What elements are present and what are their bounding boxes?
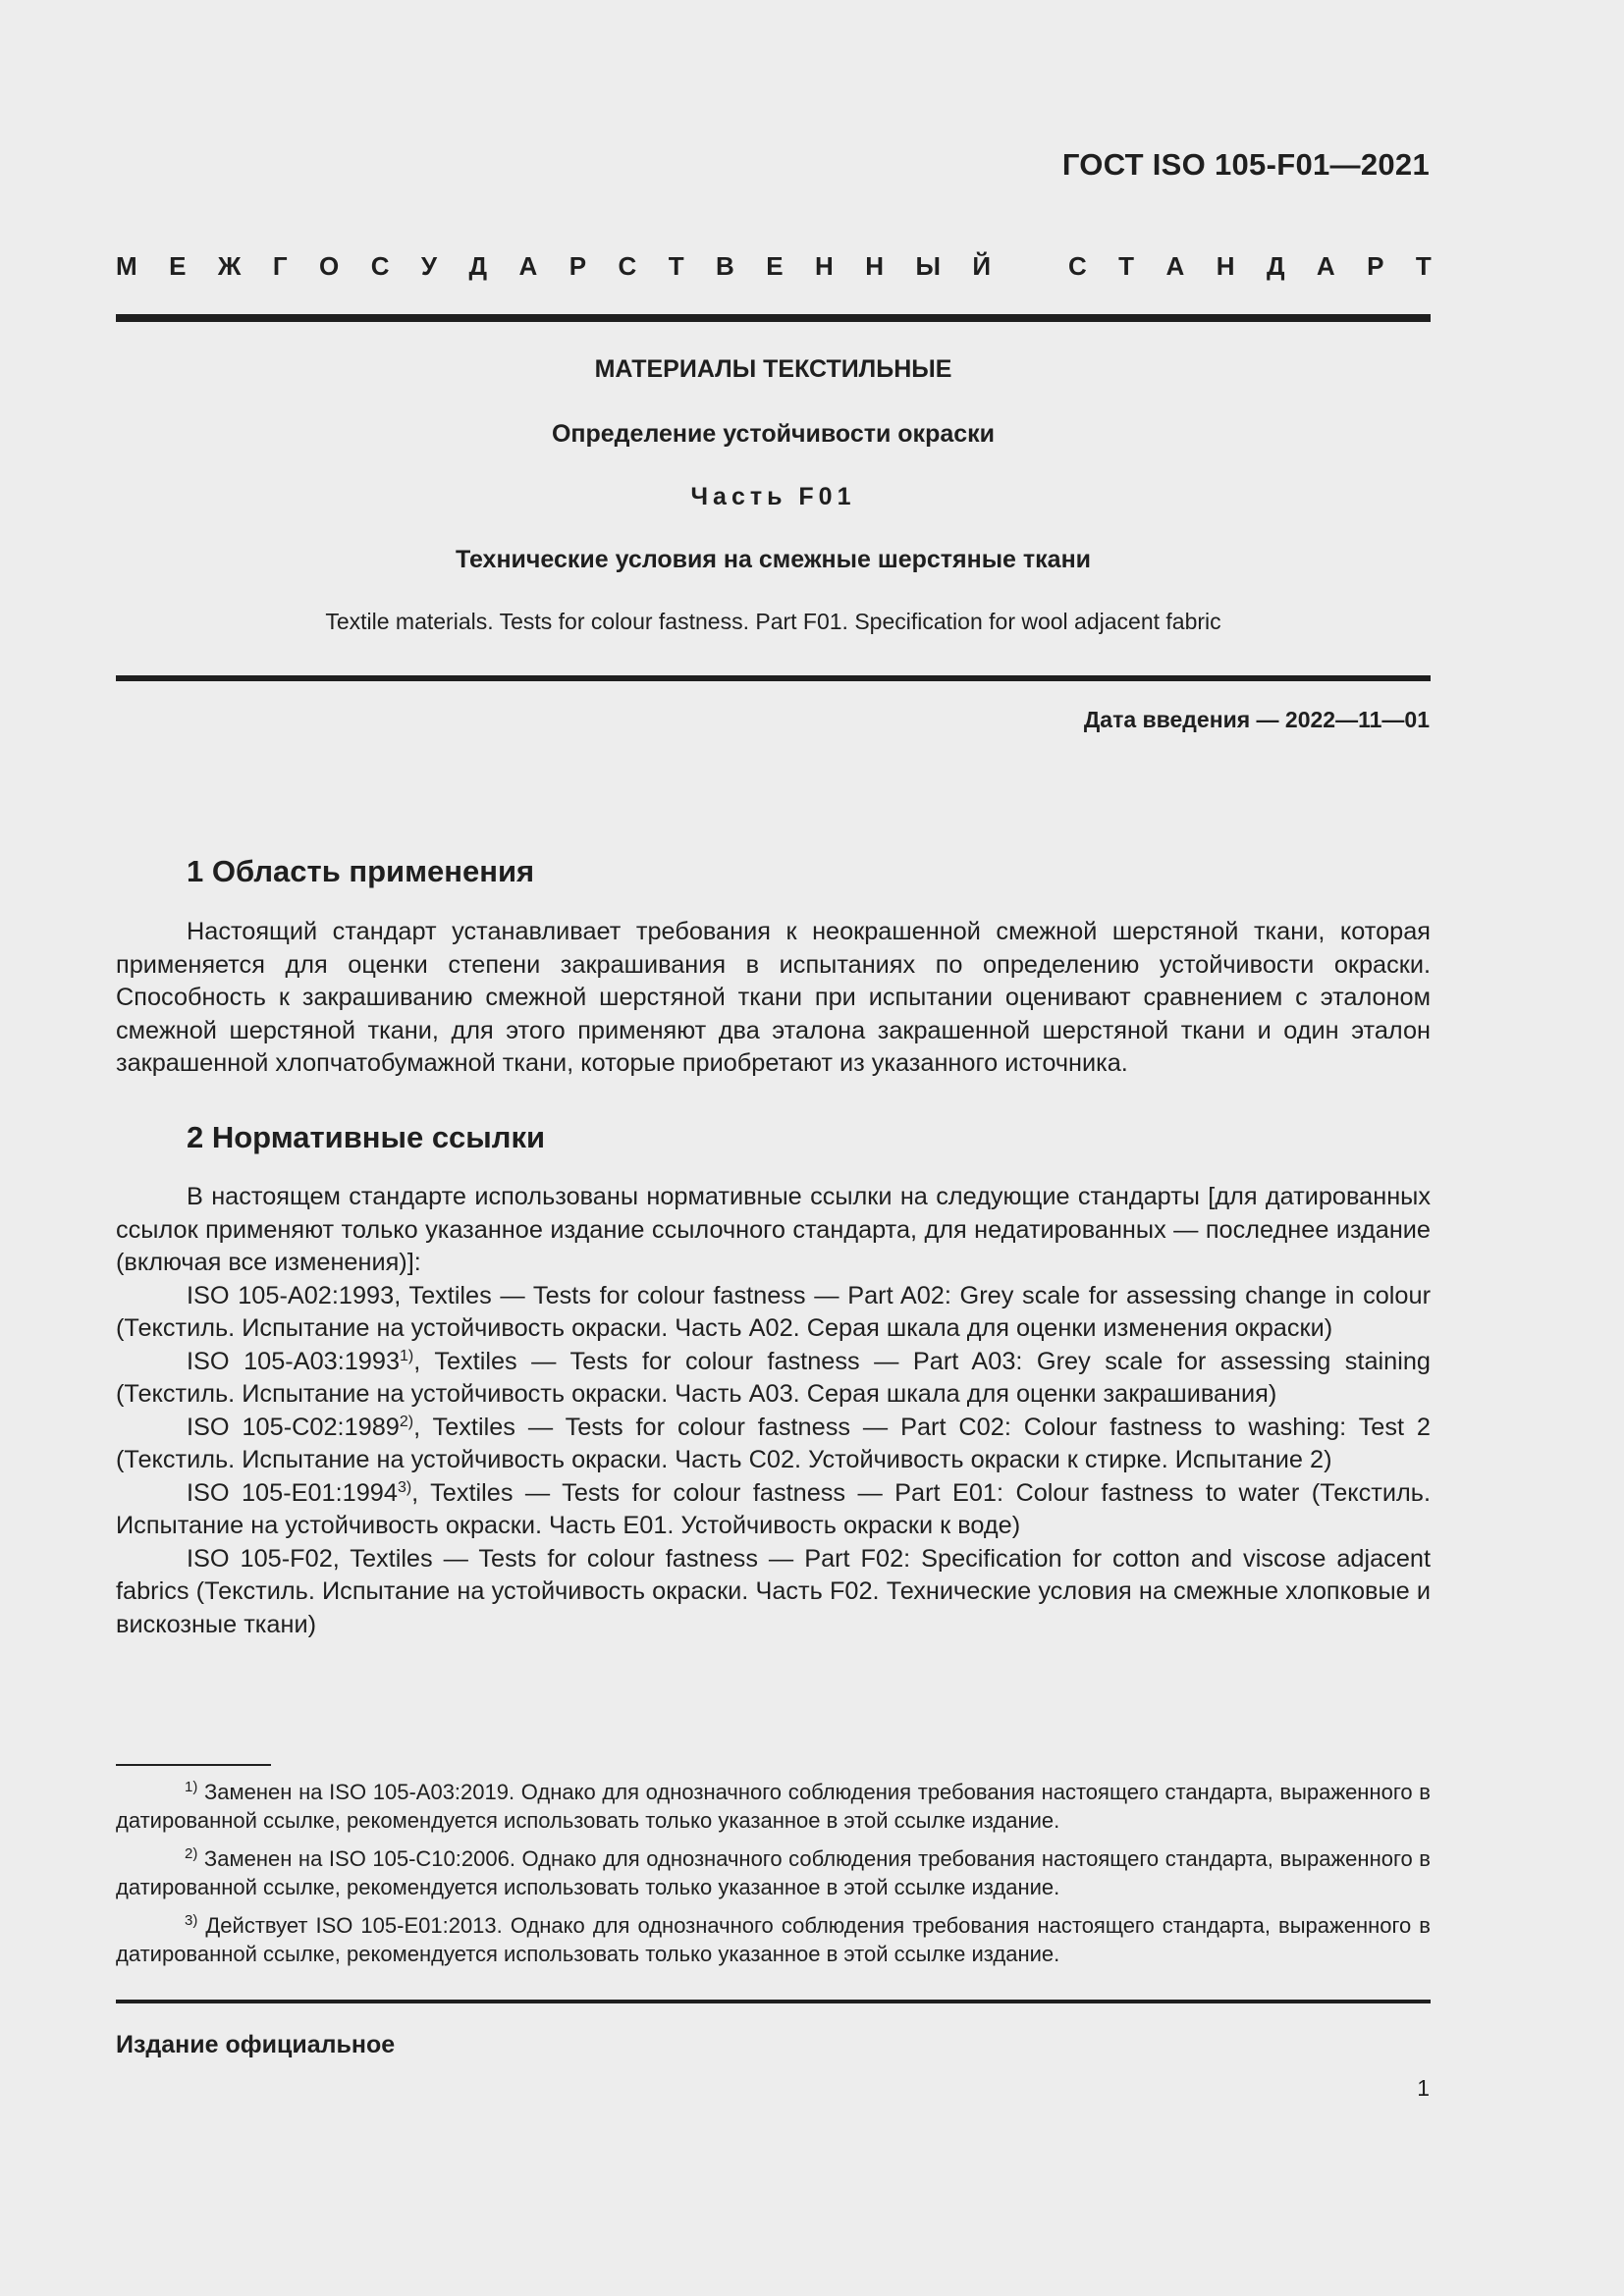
standard-kind-letter: С	[1067, 251, 1087, 281]
reference-code: ISO 105-A03:1993	[187, 1347, 401, 1375]
official-edition-label: Издание официальное	[116, 2031, 396, 2058]
intro-date: Дата введения — 2022—11—01	[1083, 707, 1430, 732]
reference-text: , Textiles — Tests for colour fastness — Part E01: Colour fastness to water (Текстиль. Испытание на устойчивость окраски. Часть E01. Устойчивость окраски к воде)	[116, 1478, 1431, 1539]
title-sub: Определение устойчивости окраски	[551, 420, 996, 448]
standard-kind-letter: М	[116, 251, 137, 281]
reference-text: , Textiles — Tests for colour fastness — Part A02: Grey scale for assessing change in colour (Текстиль. Испытание на устойчивость окраски. Часть A02. Серая шкала для оценки изменения окраски)	[116, 1281, 1431, 1342]
standard-kind-letter: Н	[1216, 251, 1235, 281]
section-2-heading: 2 Нормативные ссылки	[187, 1120, 546, 1154]
standard-kind-letter: Н	[815, 251, 834, 281]
reference-item	[116, 1346, 1431, 1412]
footnote-item	[116, 1844, 1431, 1901]
section-1-heading: 1 Область применения	[187, 854, 535, 888]
reference-code: ISO 105-C02:1989	[187, 1413, 400, 1441]
footnote-text: Действует ISO 105-E01:2013. Однако для однозначного соблюдения требования настоящего стандарта, выраженного в датированной ссылке, рекомендуется использовать только указанное в этой ссылке издание.	[116, 1913, 1431, 1966]
standard-kind-letter: Т	[668, 251, 684, 281]
standard-kind-letter: У	[420, 251, 438, 281]
gost-code: ГОСТ ISO 105-F01—2021	[1061, 147, 1430, 182]
standard-kind-letter: Р	[568, 251, 587, 281]
reference-code: ISO 105-E01:1994	[187, 1478, 398, 1507]
standard-kind-letter: Е	[169, 251, 187, 281]
footnote-text: Заменен на ISO 105-C10:2006. Однако для однозначного соблюдения требования настоящего стандарта, выраженного в датированной ссылке, рекомендуется использовать только указанное в этой ссылке издание.	[116, 1846, 1431, 1899]
title-english: Textile materials. Tests for colour fastness. Part F01. Specification for wool adjacent fabric	[325, 609, 1221, 634]
section-1-paragraph: Настоящий стандарт устанавливает требования к неокрашенной смежной шерстяной ткани, которая применяется для оценки степени закрашивания в испытаниях по определению устойчивости окраски. Способность к закрашиванию смежной шерстяной ткани при испытании оценивают сравнением с эталоном смежной шерстяной ткани, для этого применяют два эталона закрашенной шерстяной ткани и один эталон закрашенной хлопчатобумажной ткани, которые приобретают из указанного источника.	[116, 918, 1431, 1077]
bottom-rule	[116, 2000, 1431, 2003]
standard-kind-letter: Н	[865, 251, 885, 281]
reference-text: , Textiles — Tests for colour fastness — Part C02: Colour fastness to washing: Test 2 (Текстиль. Испытание на устойчивость окраски. Часть C02. Устойчивость окраски к стирке. Испытание 2)	[116, 1413, 1431, 1473]
footnotes	[116, 1778, 1431, 1978]
section-2-intro: В настоящем стандарте использованы нормативные ссылки на следующие стандарты [для датированных ссылок применяют только указанное издание ссылочного стандарта, для недатированных — последнее издание (включая все изменения)]:	[116, 1183, 1431, 1276]
footnote-text: Заменен на ISO 105-A03:2019. Однако для однозначного соблюдения требования настоящего стандарта, выраженного в датированной ссылке, рекомендуется использовать только указанное в этой ссылке издание.	[116, 1780, 1431, 1833]
standard-kind-letter: А	[1316, 251, 1335, 281]
standard-kind-letter: А	[518, 251, 538, 281]
section-1-body	[116, 916, 1431, 1081]
standard-kind-letter: О	[319, 251, 340, 281]
standard-kind-letter: Ы	[915, 251, 941, 281]
standard-kind-letter: Д	[1266, 251, 1285, 281]
reference-item	[116, 1543, 1431, 1642]
standard-kind-letter: А	[1165, 251, 1185, 281]
middle-rule	[116, 675, 1431, 681]
footnote-ref: 2)	[399, 1413, 414, 1430]
standard-kind-letter	[1023, 251, 1037, 282]
standard-kind-letter: Т	[1118, 251, 1135, 281]
footnote-item	[116, 1778, 1431, 1835]
reference-text: , Textiles — Tests for colour fastness — Part A03: Grey scale for assessing staining (Текстиль. Испытание на устойчивость окраски. Часть A03. Серая шкала для оценки закрашивания)	[116, 1347, 1431, 1408]
footnote-mark: 2)	[185, 1845, 198, 1862]
title-part: Часть F01	[690, 483, 856, 510]
footnote-ref: 3)	[397, 1478, 412, 1496]
top-rule	[116, 314, 1431, 322]
title-main: МАТЕРИАЛЫ ТЕКСТИЛЬНЫЕ	[594, 355, 952, 383]
standard-kind-heading	[116, 251, 1432, 282]
reference-text: , Textiles — Tests for colour fastness — Part F02: Specification for cotton and viscose adjacent fabrics (Текстиль. Испытание на устойчивость окраски. Часть F02. Технические условия на смежные хлопковые и вискозные ткани)	[116, 1544, 1432, 1638]
standard-kind-letter: С	[370, 251, 390, 281]
reference-item	[116, 1412, 1431, 1477]
reference-item	[116, 1477, 1431, 1543]
standard-kind-letter: Й	[972, 251, 992, 281]
title-spec: Технические условия на смежные шерстяные ткани	[455, 546, 1092, 573]
footnote-mark: 3)	[185, 1912, 198, 1929]
standard-kind-letter: Р	[1367, 251, 1384, 281]
footnote-separator	[116, 1764, 271, 1766]
standard-kind-letter: С	[618, 251, 637, 281]
standard-kind-letter: Д	[468, 251, 488, 281]
footnote-mark: 1)	[185, 1779, 198, 1795]
page-number: 1	[1417, 2075, 1430, 2101]
standard-kind-letter: Т	[1415, 251, 1432, 281]
standard-kind-letter: В	[716, 251, 734, 281]
footnote-ref: 1)	[400, 1347, 414, 1364]
reference-item	[116, 1280, 1431, 1346]
standard-kind-letter: Г	[272, 251, 288, 281]
reference-code: ISO 105-A02:1993	[187, 1281, 395, 1309]
standard-kind-letter: Ж	[217, 251, 242, 281]
section-2-body	[116, 1181, 1431, 1641]
footnote-item	[116, 1911, 1431, 1968]
standard-kind-letter: Е	[766, 251, 784, 281]
reference-code: ISO 105-F02	[187, 1544, 333, 1573]
